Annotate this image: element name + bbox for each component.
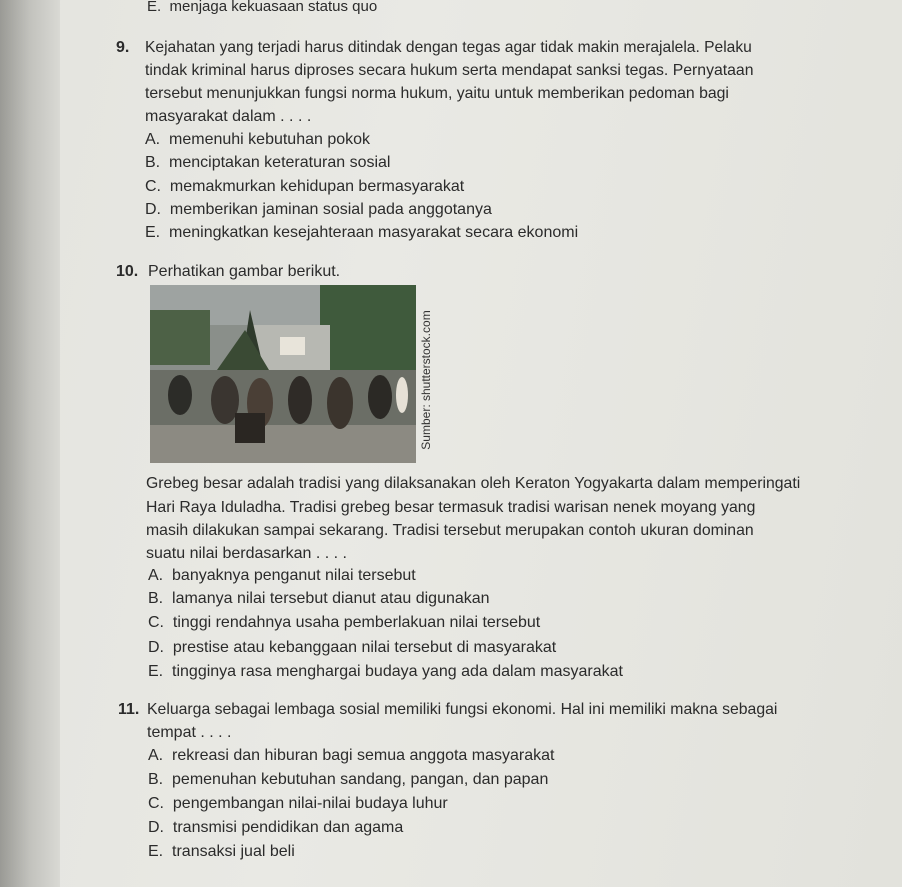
option-letter: C. <box>148 795 164 812</box>
option-text: meningkatkan kesejahteraan masyarakat secara ekonomi <box>169 224 579 241</box>
q8-option-e <box>147 0 377 17</box>
option-text: memakmurkan kehidupan bermasyarakat <box>169 178 465 195</box>
grebeg-procession-illustration <box>150 285 416 463</box>
q10-option-c <box>148 613 540 633</box>
option-letter: E. <box>147 0 162 15</box>
image-credit-container <box>416 290 436 470</box>
option-letter: B. <box>148 771 164 788</box>
question-10-intro: Perhatikan gambar berikut. <box>148 263 341 280</box>
q11-option-b <box>148 770 548 790</box>
q9-option-a <box>145 130 370 150</box>
question-10-number: 10. <box>116 263 139 280</box>
q9-option-b <box>145 153 390 173</box>
q11-option-e <box>148 842 295 862</box>
option-text: transmisi pendidikan dan agama <box>172 819 404 836</box>
option-text: pemenuhan kebutuhan sandang, pangan, dan papan <box>172 771 549 788</box>
option-letter: D. <box>145 201 161 218</box>
question-11-line: Keluarga sebagai lembaga sosial memiliki fungsi ekonomi. Hal ini memiliki makna sebagai <box>147 701 778 718</box>
q11-option-d <box>148 818 403 838</box>
option-text: prestise atau kebanggaan nilai tersebut di masyarakat <box>172 639 557 656</box>
question-10-line: Grebeg besar adalah tradisi yang dilaksanakan oleh Keraton Yogyakarta dalam memperingati <box>146 475 801 492</box>
question-9-line: Kejahatan yang terjadi harus ditindak dengan tegas agar tidak makin merajalela. Pelaku <box>145 39 752 56</box>
q11-option-c <box>148 794 448 814</box>
option-text: tinggi rendahnya usaha pemberlakuan nilai tersebut <box>172 614 541 631</box>
option-text: memberikan jaminan sosial pada anggotanya <box>169 201 492 218</box>
question-9-line: masyarakat dalam . . . . <box>145 108 312 125</box>
option-letter: D. <box>148 639 164 656</box>
question-10-line: suatu nilai berdasarkan . . . . <box>146 545 347 562</box>
question-10-line: Hari Raya Iduladha. Tradisi grebeg besar termasuk tradisi warisan nenek moyang yang <box>146 499 756 516</box>
option-letter: A. <box>148 747 164 764</box>
option-letter: B. <box>145 154 161 171</box>
book-spine-shadow <box>0 0 60 887</box>
question-11-number: 11. <box>118 701 140 718</box>
image-credit: Sumber: shutterstock.com <box>419 310 433 450</box>
option-text: tingginya rasa menghargai budaya yang ada dalam masyarakat <box>172 663 623 680</box>
option-letter: C. <box>148 614 164 631</box>
option-letter: E. <box>148 843 164 860</box>
q11-option-a <box>148 746 554 766</box>
option-text: menjaga kekuasaan status quo <box>169 0 378 15</box>
option-text: pengembangan nilai-nilai budaya luhur <box>172 795 448 812</box>
option-text: rekreasi dan hiburan bagi semua anggota masyarakat <box>172 747 555 764</box>
option-letter: C. <box>145 178 161 195</box>
question-10-line: masih dilakukan sampai sekarang. Tradisi tersebut merupakan contoh ukuran dominan <box>146 522 754 539</box>
q9-option-e <box>145 223 578 243</box>
q10-option-a <box>148 566 416 586</box>
option-text: transaksi jual beli <box>172 843 295 860</box>
option-text: lamanya nilai tersebut dianut atau digunakan <box>172 590 490 607</box>
grebeg-besar-photo <box>150 285 416 463</box>
option-letter: E. <box>148 663 164 680</box>
q10-option-b <box>148 589 490 609</box>
question-9-number: 9. <box>116 39 130 56</box>
q9-option-c <box>145 177 464 197</box>
option-letter: E. <box>145 224 161 241</box>
option-letter: A. <box>148 567 164 584</box>
option-letter: A. <box>145 131 161 148</box>
question-9-line: tersebut menunjukkan fungsi norma hukum, yaitu untuk memberikan pedoman bagi <box>145 85 729 102</box>
q10-option-d <box>148 638 556 658</box>
question-11-line: tempat . . . . <box>147 724 232 741</box>
option-text: banyaknya penganut nilai tersebut <box>172 567 416 584</box>
q10-option-e <box>148 662 623 682</box>
option-text: menciptakan keteraturan sosial <box>169 154 391 171</box>
q9-option-d <box>145 200 492 220</box>
option-letter: B. <box>148 590 164 607</box>
option-text: memenuhi kebutuhan pokok <box>169 131 371 148</box>
option-letter: D. <box>148 819 164 836</box>
question-9-line: tindak kriminal harus diproses secara hukum serta mendapat sanksi tegas. Pernyataan <box>145 62 754 79</box>
